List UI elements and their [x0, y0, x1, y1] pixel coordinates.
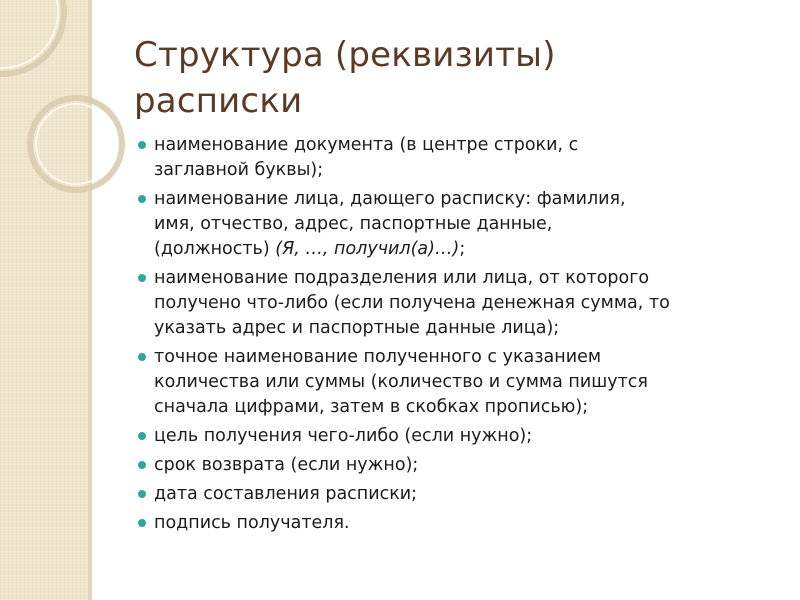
bullet-dot-icon: [138, 432, 146, 440]
list-item: [138, 345, 778, 420]
requisites-list: [138, 133, 778, 540]
bullet-dot-icon: [138, 195, 146, 203]
list-item-line: цель получения чего-либо (если нужно);: [154, 426, 533, 446]
list-item: [138, 187, 778, 262]
slide-title: [134, 32, 734, 124]
list-item-line: срок возврата (если нужно);: [154, 455, 419, 475]
list-item-italic-text: (Я, …, получил(а)…): [275, 239, 460, 259]
bullet-dot-icon: [138, 141, 146, 149]
list-item-line: дата составления расписки;: [154, 484, 418, 504]
list-item: [138, 482, 778, 507]
list-item-line: количества или суммы (количество и сумма пишутся: [154, 372, 648, 392]
list-item-line: имя, отчество, адрес, паспортные данные,: [154, 214, 553, 234]
list-item: [138, 453, 778, 478]
list-item: [138, 133, 778, 183]
bullet-dot-icon: [138, 519, 146, 527]
list-item-line: получено что-либо (если получена денежная сумма, то: [154, 293, 670, 313]
list-item-text: (должность): [154, 239, 276, 259]
list-item-line: точное наименование полученного с указанием: [154, 347, 602, 367]
bullet-dot-icon: [138, 274, 146, 282]
list-item-line: наименование лица, дающего расписку: фамилия,: [154, 189, 626, 209]
slide-title-line-1: Структура (реквизиты): [134, 35, 556, 75]
bullet-dot-icon: [138, 353, 146, 361]
list-item-text: ;: [459, 239, 466, 259]
list-item-line: наименование документа (в центре строки, с: [154, 135, 579, 155]
list-item-line: [154, 237, 778, 262]
slide-title-line-2: расписки: [134, 81, 303, 121]
bullet-dot-icon: [138, 461, 146, 469]
list-item: [138, 424, 778, 449]
list-item-line: наименование подразделения или лица, от которого: [154, 268, 650, 288]
decorative-circles: [0, 0, 130, 220]
list-item-line: указать адрес и паспортные данные лица);: [154, 318, 560, 338]
list-item: [138, 266, 778, 341]
list-item-line: сначала цифрами, затем в скобках прописью);: [154, 397, 589, 417]
list-item-line: заглавной буквы);: [154, 160, 324, 180]
bullet-dot-icon: [138, 490, 146, 498]
list-item-line: подпись получателя.: [154, 513, 350, 533]
list-item: [138, 511, 778, 536]
